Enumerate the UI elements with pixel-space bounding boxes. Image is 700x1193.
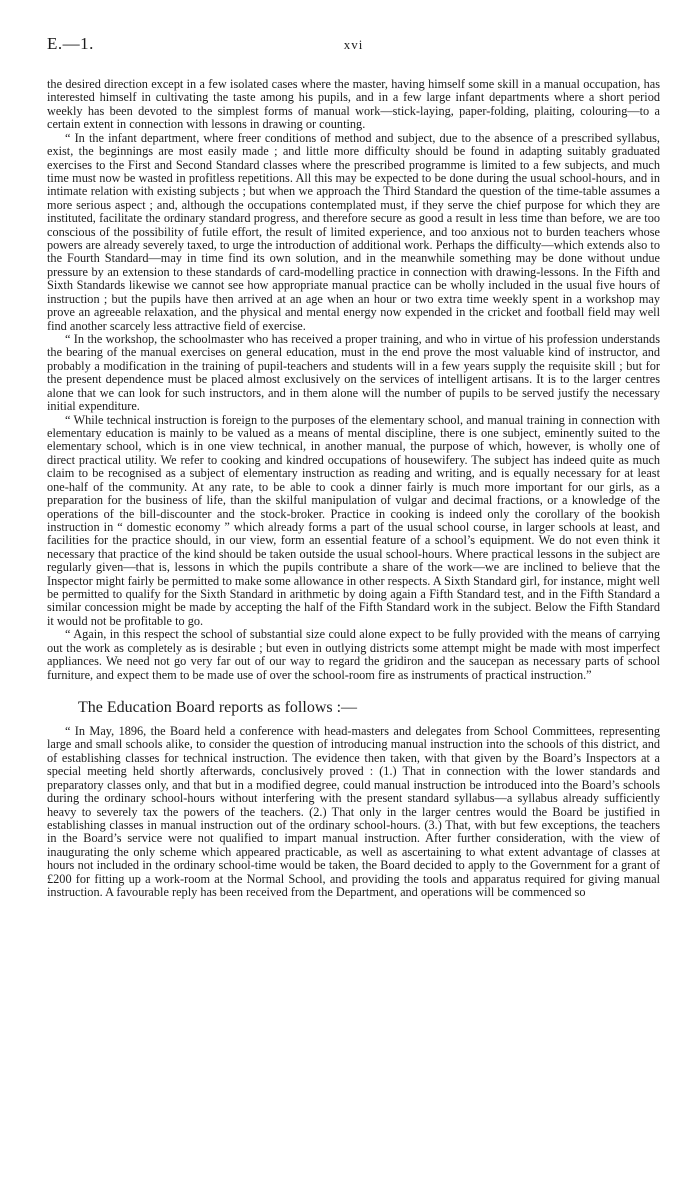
document-reference: E.—1. xyxy=(47,34,94,53)
paragraph-infant-department: “ In the infant department, where freer conditions of method and subject, due to the absence of a prescribed syllabus, exist, the beginnings are most easily made ; and little more difficulty should be found in adapting suitably graduated exercises to the First and Second Standard classes where the prescribed programme is limited to a few subjects, and much time must now be wasted in profitless repetitions. All this may be expected to be done during the usual school-hours, and in intimate relation with existing subjects ; but when we approach the Third Standard the question of the time-table assumes a more serious aspect ; and, although the occupations contemplated must, if they serve the chief purpose for which they are instituted, facilitate the ordinary standard progress, and therefore secure as good a result in less time than before, we are too conscious of the possibility of futile effort, the result of limited experience, and too anxious not to burden teachers whose powers are already severely taxed, to urge the introduction of additional work. Perhaps the difficulty—which extends also to the Fourth Standard—may in time find its own solution, and in the meanwhile something may be done without undue pressure by an extension to these standards of card-modelling practice in connection with drawing-lessons. In the Fifth and Sixth Standards likewise we cannot see how appropriate manual practice can be wholly included in the usual five hours of instruction ; but the pupils have then arrived at an age when an hour or two extra time weekly spent in a workshop may prove an agreeable relaxation, and the physical and mental energy now expended in the cricket and football field may well find another scarcely less attractive field of exercise. xyxy=(47,130,660,333)
paragraph-workshop: “ In the workshop, the schoolmaster who has received a proper training, and who in virtue of his profession understands the bearing of the manual exercises on general education, must in the end prove the most valuable kind of instructor, and probably a modification in the training of pupil-teachers and students will in a few years supply the requisite skill ; but for the present dependence must be placed almost exclusively on the services of intelligent artisans. It is to the larger centres alone that we can look for such instructors, and in them alone will the number of pupils to be served justify the necessary initial expenditure. xyxy=(47,332,660,414)
section-heading: The Education Board reports as follows :— xyxy=(78,698,358,716)
page-header xyxy=(47,0,660,53)
page-number: xvi xyxy=(343,37,364,52)
paragraph-school-size: “ Again, in this respect the school of substantial size could alone expect to be fully provided with the means of carrying out the work as completely as is desirable ; but even in outlying districts some attempt might be made with most imperfect appliances. We need not go very far out of our way to regard the gridiron and the saucepan as necessary parts of school furniture, and expect them to be made use of over the school-room fire as instruments of practical instruction.” xyxy=(47,627,660,682)
paragraph-continuation: the desired direction except in a few isolated cases where the master, having himself some skill in a manual occupation, has interested himself in cultivating the taste among his pupils, and in a few large infant departments where a short period weekly has been devoted to the simplest forms of manual work—stick-laying, paper-folding, plaiting, colouring—to a certain extent in connection with lessons in drawing or counting. xyxy=(47,77,660,132)
paragraph-technical-instruction: “ While technical instruction is foreign to the purposes of the elementary school, and manual training in connection with elementary education is mainly to be valued as a means of mental discipline, there is one subject, eminently suited to the elementary school, which is in one view technical, in another manual, the purpose of which, however, is wholly one of direct practical utility. We refer to cooking and kindred occupations of housewifery. The subject has indeed quite as much claim to be recognised as a subject of elementary instruction as reading and writing, and is equally necessary for at least one-half of the community. At any rate, to be able to cook a dinner fairly is much more important for our girls, as a preparation for the business of life, than the skilful manipulation of vulgar and decimal fractions, or a knowledge of the operations of the bill-discounter and the stock-broker. Practice in cooking is indeed only the corollary of the bookish instruction in “ domestic economy ” which already forms a part of the usual school course, in larger schools at least, and facilities for the practice should, in our view, form an essential feature of a school’s equipment. We do not even think it necessary that practice of the kind should be taken outside the usual school-hours. Where practical lessons in the subject are regularly given—that is, lessons in which the pupils contribute a share of the work—we are inclined to believe that the Inspector might fairly be permitted to make some allowance in other respects. A Sixth Standard girl, for instance, might well be permitted to qualify for the Sixth Standard in arithmetic by doing again a Fifth Standard test, and in the Fifth Standard a similar concession might be made by accepting the half of the Fifth Standard work in the subject. Below the Fifth Standard it would not be profitable to go. xyxy=(47,412,660,628)
document-body xyxy=(47,78,660,899)
paragraph-board-report: “ In May, 1896, the Board held a conference with head-masters and delegates from School Committees, representing large and small schools alike, to consider the question of introducing manual instruction into the schools of this district, and of establishing classes for technical instruction. The evidence then taken, with that given by the Board’s Inspectors at a special meeting held shortly afterwards, conclusively proved : (1.) That in connection with the lower standards and preparatory classes only, and that but in a modified degree, could manual instruction be introduced into the Board’s schools during the ordinary school-hours without interfering with the present standard syllabus—a syllabus already sufficiently heavy to severely tax the powers of the teachers. (2.) That only in the larger centres would the Board be justified in establishing classes in manual instruction out of the ordinary school-hours. (3.) That, with but few exceptions, the teachers in the Board’s service were not qualified to impart manual instruction. After further consideration, with the view of inaugurating the only scheme which appeared practicable, as well as ascertaining to what extent advantage of classes at hours not included in the ordinary school-time would be taken, the Board decided to apply to the Government for a grant of £200 for fitting up a work-room at the Normal School, and providing the tools and apparatus required for giving manual instruction. A favourable reply has been received from the Department, and operations will be commenced so xyxy=(47,723,660,900)
